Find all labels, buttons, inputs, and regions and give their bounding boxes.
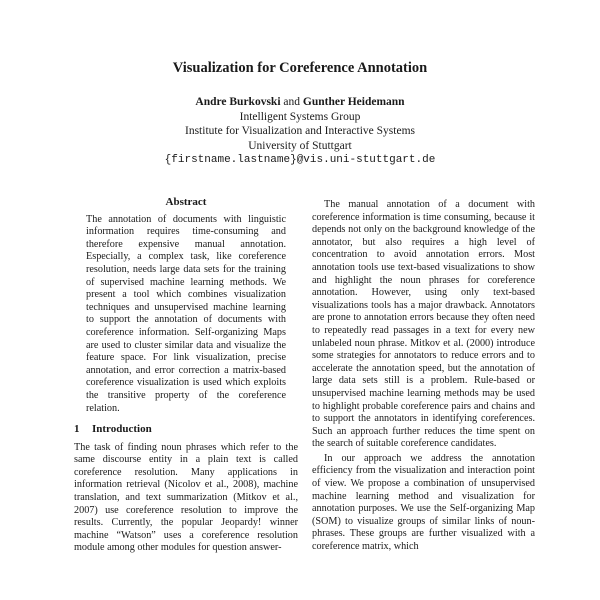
author-1: Andre Burkovski — [195, 96, 281, 108]
author-names — [0, 95, 600, 110]
affiliation-institute: Institute for Visualization and Interactive Systems — [185, 125, 415, 138]
body-paragraph-2: In our approach we address the annotation efficiency from the visualization and interaction point of view. We propose a combination of unsupervised machine learning method and visualization for annotation purposes. We use the Self-organizing Map (SOM) to visualize groups of similar links of noun-phrases. These groups are further visualized with a coreference matrix, which — [312, 452, 535, 553]
section-title: Introduction — [92, 423, 152, 436]
introduction-text: The task of finding noun phrases which refer to the same discourse entity in a plain text is called coreference resolution. Many applications in information retrieval (Nicolov et al., 2008), machine translation, and text summarization (Mitkov et al., 2007) use coreference resolution to improve the results. Currently, the popular Jeopardy! winner machine “Watson” uses a coreference resolution module among other modules for question answer- — [74, 441, 298, 554]
abstract-text: The annotation of documents with linguistic information requires time-consuming and therefore expensive manual annotation. Especially, a complex task, like coreference resolution, needs large data sets for the training of supervised machine learning methods. We present a tool which combines visualization techniques and unsupervised machine learning to support the annotation of documents with coreference information. Self-organizing Maps are used to cluster similar data and visualize the feature space. For link visualization, precise annotation, and error correction a matrix-based coreference visualization is used which exploits the transitive property of the coreference relation. — [86, 213, 286, 414]
left-column — [74, 196, 298, 555]
paper-title: Visualization for Coreference Annotation — [172, 60, 428, 76]
affiliation-group: Intelligent Systems Group — [239, 110, 361, 123]
author-email: {firstname.lastname}@vis.uni-stuttgart.de — [164, 154, 436, 167]
section-heading-introduction — [74, 423, 298, 436]
affiliation-university: University of Stuttgart — [248, 139, 352, 152]
body-paragraph-1: The manual annotation of a document with coreference information is time consuming, because it depends not only on the background knowledge of the annotator, but also requires a high level of concentration to avoid annotation errors. Most annotation tools use text-based visualizations to show and highlight the noun phrases for coreference annotation. However, using only text-based visualizations tools has a major drawback. Annotators are prone to annotation errors because they often need to repeatedly read passages in a text for every new unlabeled noun phrase. Mitkov et al. (2000) introduce some strategies for annotators to reduce errors and to accelerate the annotation speed, but the annotation of large data sets still is a problem. Rule-based or unsupervised machine learning methods may be used to highlight probable coreference pairs and chains and to support the annotators in identifying coreferences. Such an approach further reduces the time spent on the search of suitable coreference candidates. — [312, 199, 535, 450]
abstract-heading: Abstract — [165, 196, 207, 208]
author-2: Gunther Heidemann — [302, 96, 405, 108]
right-column — [312, 199, 535, 554]
author-block — [0, 95, 600, 168]
author-conjunction: and — [283, 96, 300, 108]
section-number: 1 — [74, 423, 80, 436]
